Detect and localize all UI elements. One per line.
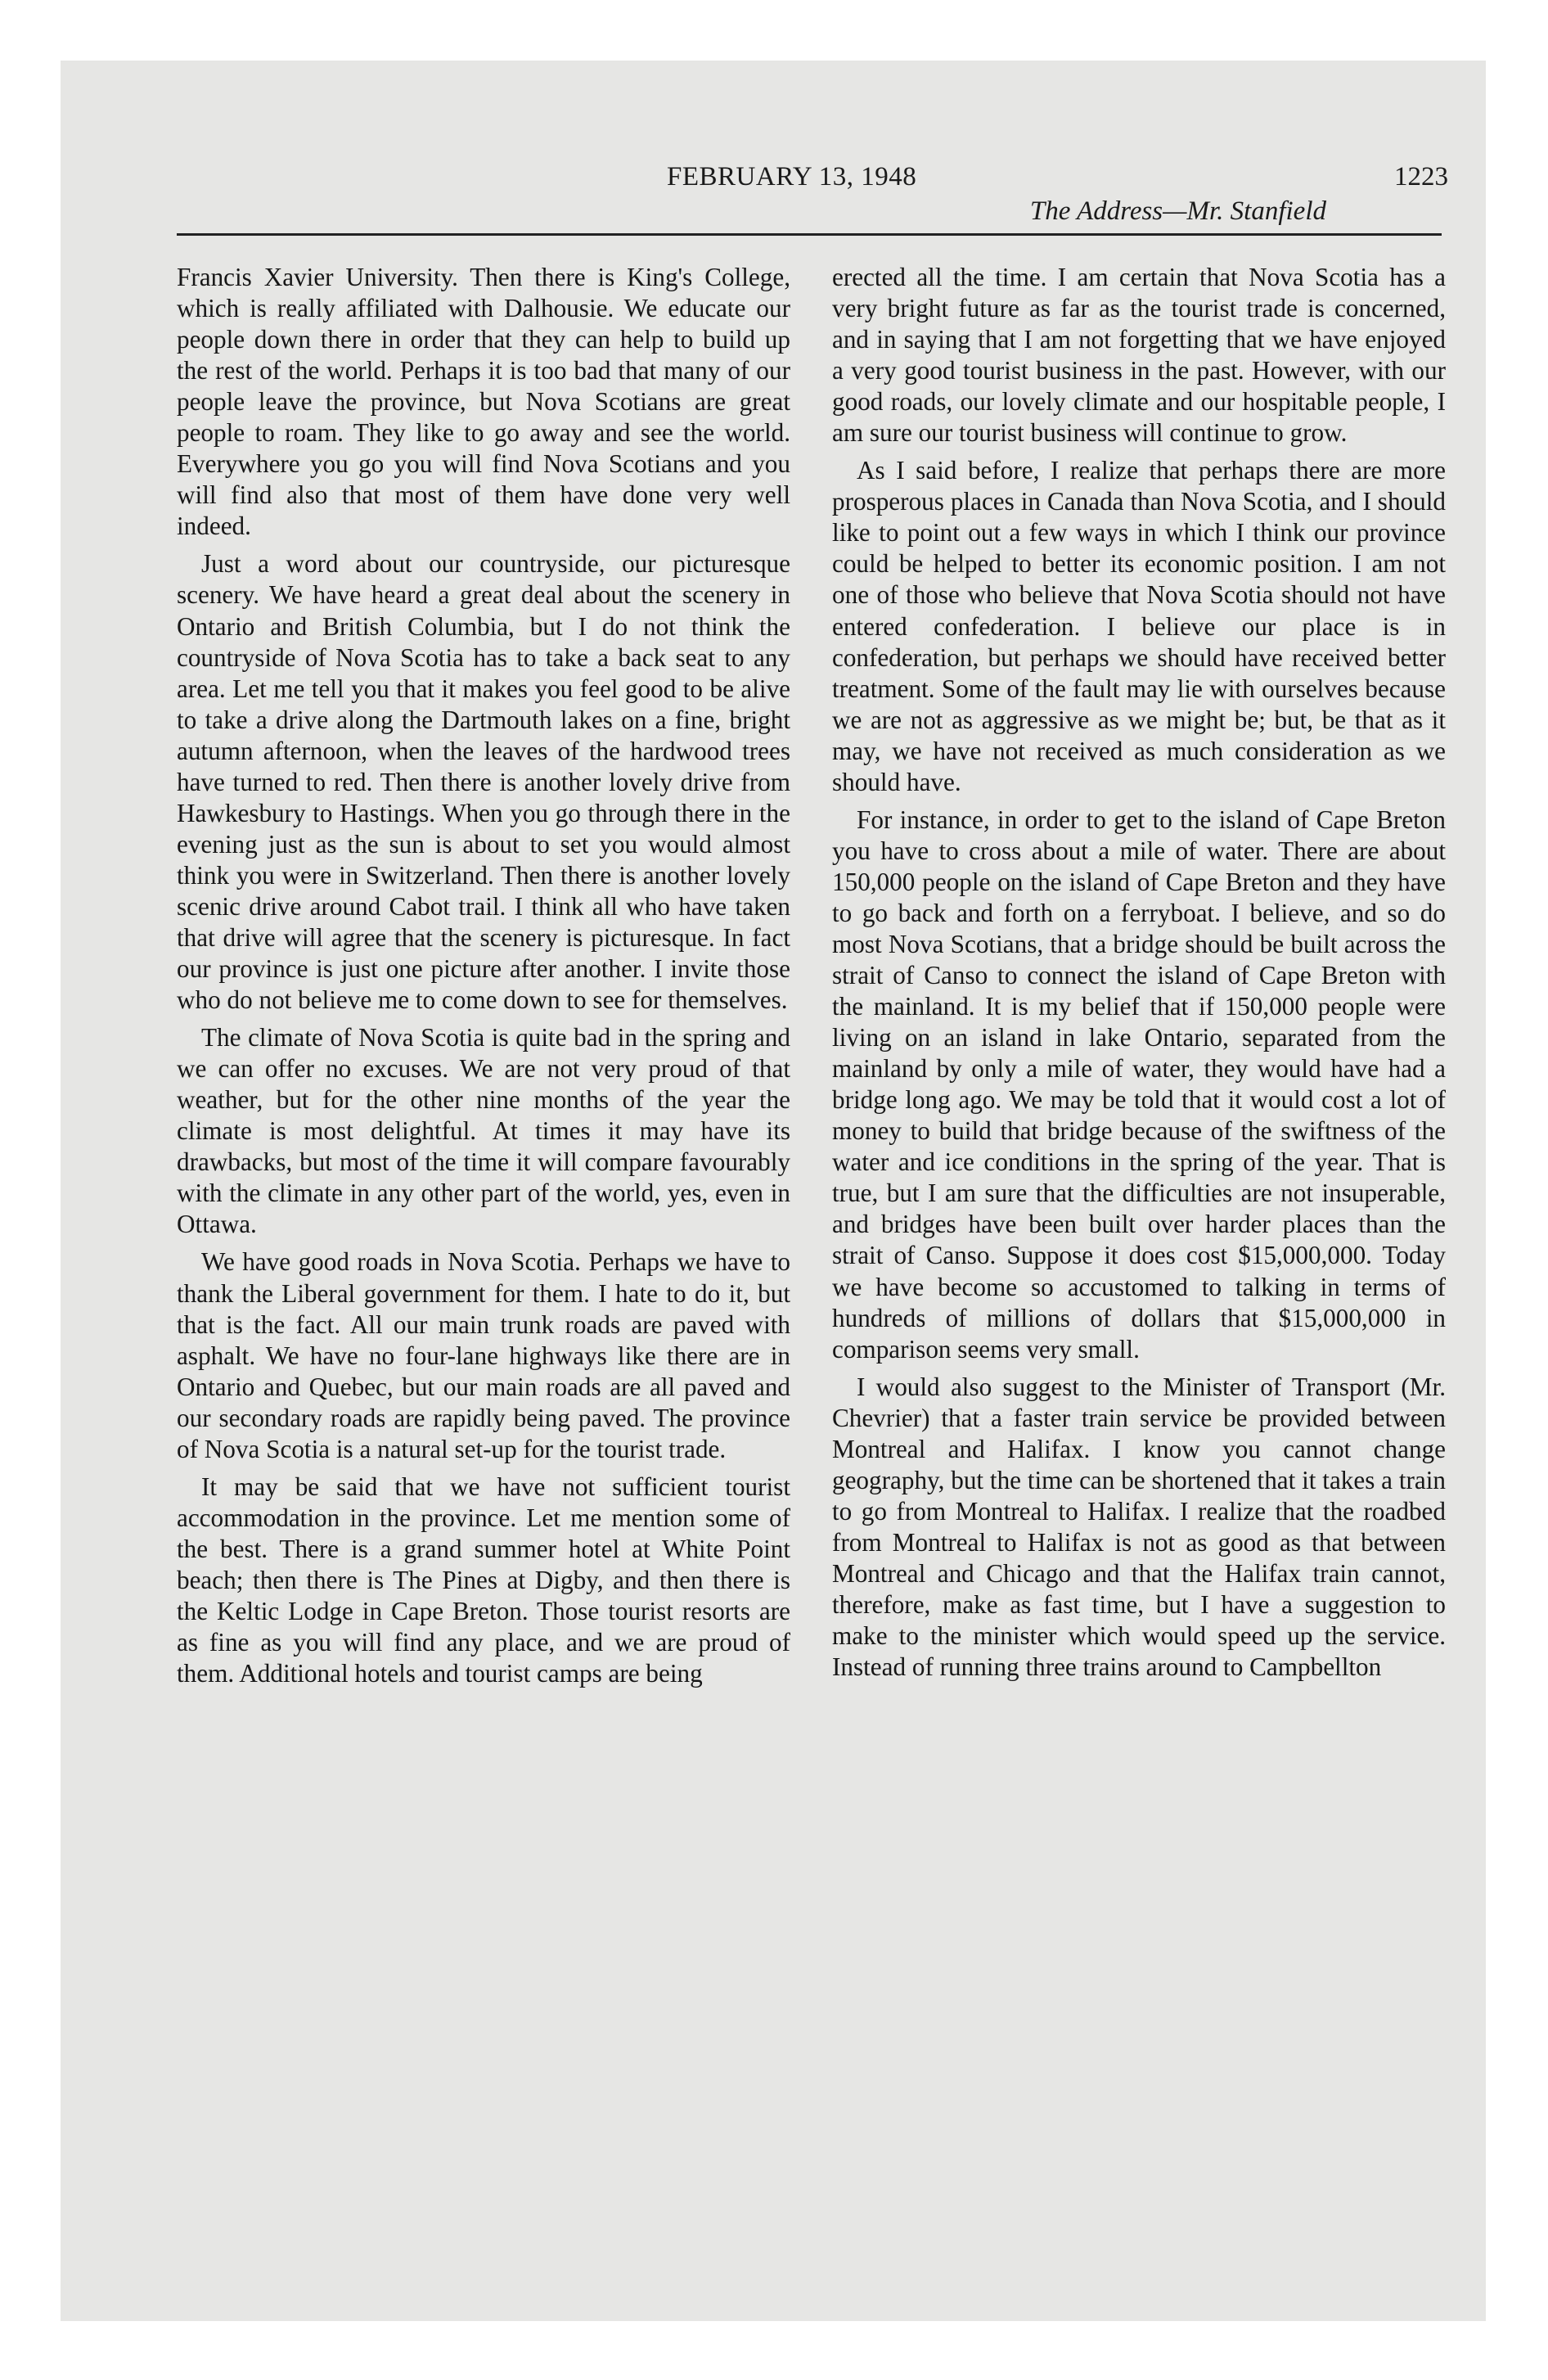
paragraph: The climate of Nova Scotia is quite bad in the spring and we can offer no excuses. We are not very proud of that weather, but for the other nine months of the year the climate is most delightful. At times it may have its drawbacks, but most of the time it will compare favourably with the climate in any other part of the world, yes, even in Ottawa. (177, 1023, 790, 1239)
paragraph: It may be said that we have not sufficient tourist accommodation in the province. Let me mention some of the best. There is a grand summer hotel at White Point beach; then there is The Pines at Digby, and then there is the Keltic Lodge in Cape Breton. Those tourist resorts are as fine as you will find any place, and we are proud of them. Additional hotels and tourist camps are being (177, 1472, 790, 1688)
paragraph: erected all the time. I am certain that Nova Scotia has a very bright future as far as the tourist trade is concerned, and in saying that I am not forgetting that we have enjoyed a very good tourist business in the past. However, with our good roads, our lovely climate and our hospitable people, I am sure our tourist business will continue to grow. (832, 263, 1446, 448)
paragraph: Just a word about our countryside, our picturesque scenery. We have heard a great deal about the scenery in Ontario and British Columbia, but I do not think the countryside of Nova Scotia has to take a back seat to any area. Let me tell you that it makes you feel good to be alive to take a drive along the Dartmouth lakes on a fine, bright autumn afternoon, when the leaves of the hardwood trees have turned to red. Then there is another lovely drive from Hawkesbury to Hastings. When you go through there in the evening just as the sun is about to set you would almost think you were in Switzerland. Then there is another lovely scenic drive around Cabot trail. I think all who have taken that drive will agree that the scenery is picturesque. In fact our province is just one picture after another. I invite those who do not believe me to come down to see for themselves. (177, 549, 790, 1015)
paragraph: For instance, in order to get to the island of Cape Breton you have to cross about a mile of water. There are about 150,000 people on the island of Cape Breton and they have to go back and forth on a ferryboat. I believe, and so do most Nova Scotians, that a bridge should be built across the strait of Canso to connect the island of Cape Breton with the mainland. It is my belief that if 150,000 people were living on an island in lake Ontario, separated from the mainland by only a mile of water, they would have had a bridge long ago. We may be told that it would cost a lot of money to build that bridge because of the swiftness of the water and ice conditions in the spring of the year. That is true, but I am sure that the difficulties are not insuperable, and bridges have been built over harder places than the strait of Canso. Suppose it does cost $15,000,000. Today we have become so accustomed to talking in terms of hundreds of millions of dollars that $15,000,000 in comparison seems very small. (832, 805, 1446, 1364)
header-rule (177, 233, 1442, 236)
paragraph: As I said before, I realize that perhaps there are more prosperous places in Canada than Nova Scotia, and I should like to point out a few ways in which I think our province could be helped to better its economic position. I am not one of those who believe that Nova Scotia should not have entered confederation. I believe our place is in confederation, but perhaps we should have received better treatment. Some of the fault may lie with ourselves because we are not as aggressive as we might be; but, be that as it may, we have not received as much consideration as we should have. (832, 456, 1446, 796)
page-number: 1223 (1394, 162, 1448, 192)
running-title: The Address—Mr. Stanfield (1029, 196, 1326, 226)
right-column (832, 262, 1446, 2136)
left-column (177, 262, 790, 2136)
paragraph: I would also suggest to the Minister of Transport (Mr. Chevrier) that a faster train service be provided between Montreal and Halifax. I know you cannot change geography, but the time can be shortened that it takes a train to go from Montreal to Halifax. I realize that the roadbed from Montreal to Halifax is not as good as that between Montreal and Chicago and that the Halifax train cannot, therefore, make as fast time, but I have a suggestion to make to the minister which would speed up the service. Instead of running three trains around to Campbellton (832, 1372, 1446, 1682)
paragraph: Francis Xavier University. Then there is King's College, which is really affiliated with Dalhousie. We educate our people down there in order that they can help to build up the rest of the world. Perhaps it is too bad that many of our people leave the province, but Nova Scotians are great people to roam. They like to go away and see the world. Everywhere you go you will find Nova Scotians and you will find also that most of them have done very well indeed. (177, 263, 790, 541)
header-date: FEBRUARY 13, 1948 (667, 162, 917, 192)
paragraph: We have good roads in Nova Scotia. Perhaps we have to thank the Liberal government for them. I hate to do it, but that is the fact. All our main trunk roads are paved with asphalt. We have no four-lane highways like there are in Ontario and Quebec, but our main roads are all paved and our secondary roads are rapidly being paved. The province of Nova Scotia is a natural set-up for the tourist trade. (177, 1247, 790, 1463)
